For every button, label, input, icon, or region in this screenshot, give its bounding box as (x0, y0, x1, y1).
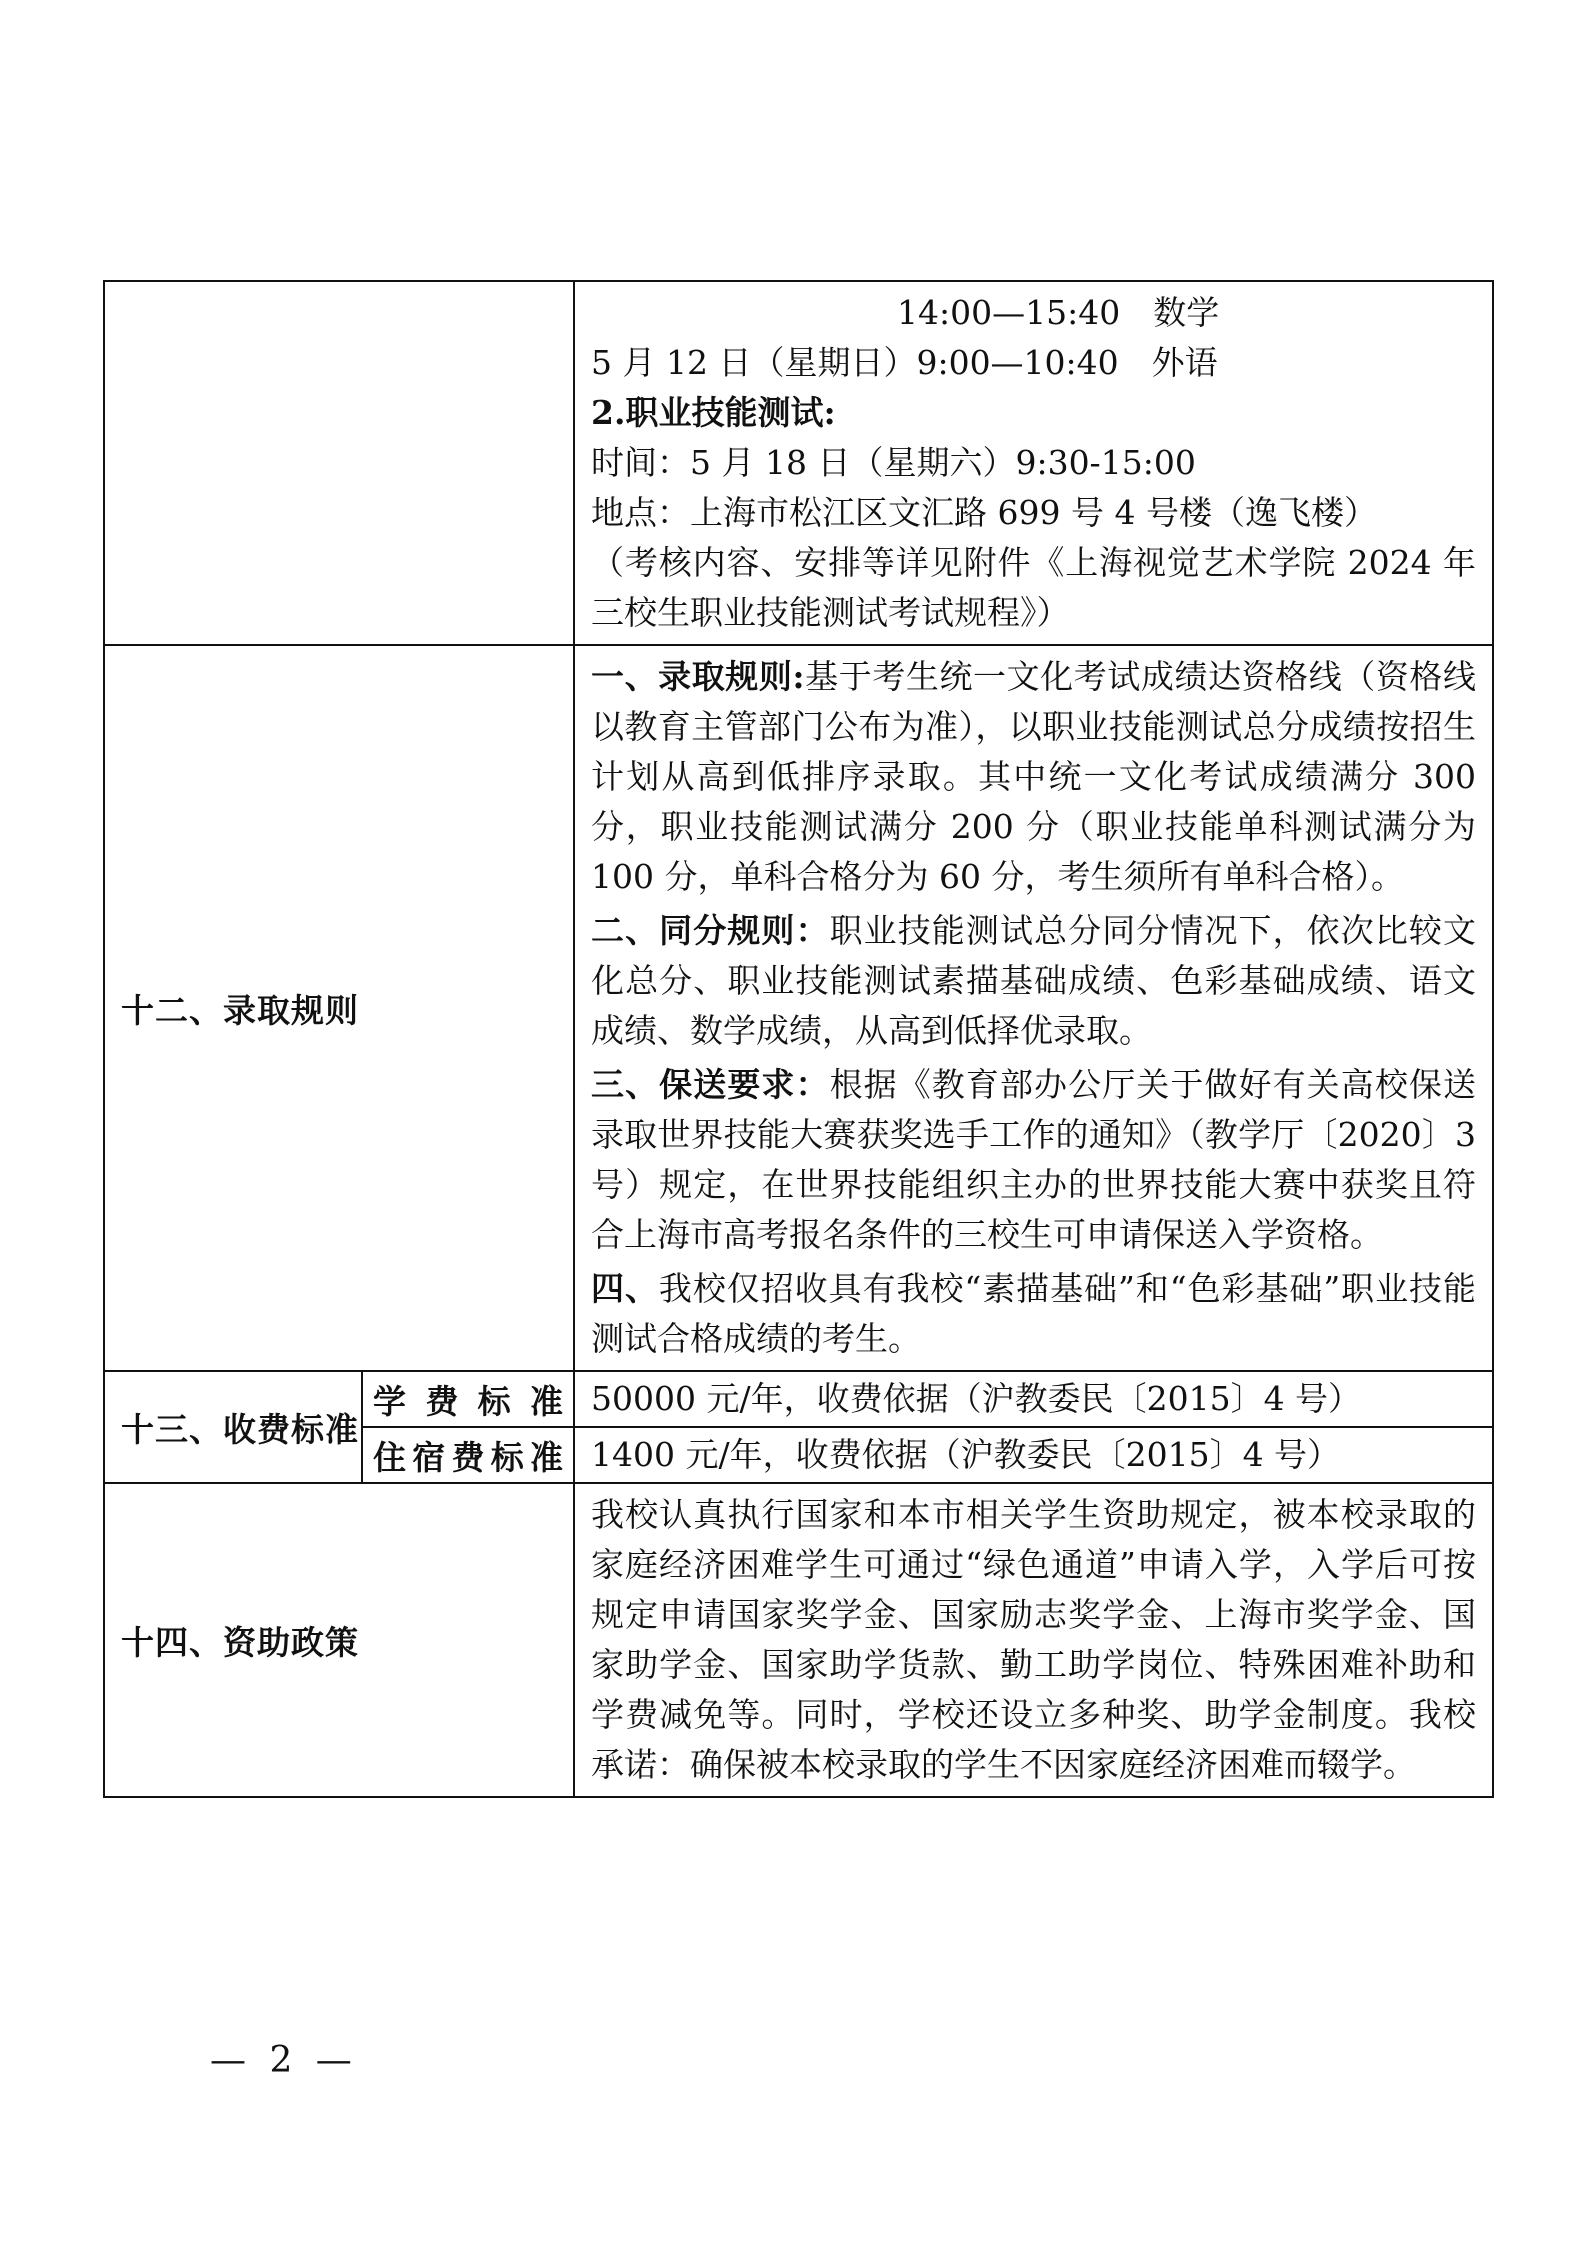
skills-test-subheading: 2.职业技能测试: (591, 393, 836, 432)
rule-paragraph-4 (591, 1264, 1476, 1364)
fees-label: 十三、收费标准 (104, 1371, 362, 1483)
schedule-line-foreign-language: 5 月 12 日（星期日）9:00—10:40 外语 (591, 343, 1218, 382)
rule-paragraph-1 (591, 652, 1476, 902)
rule-2-lead: 二、同分规则： (591, 911, 830, 950)
admission-info-table (103, 280, 1494, 1798)
skills-test-time: 时间：5 月 18 日（星期六）9:30-15:00 (591, 443, 1196, 482)
rule-4-lead: 四、 (591, 1269, 659, 1308)
table-row-financial-aid (104, 1483, 1493, 1797)
admission-rules-content (574, 645, 1493, 1371)
schedule-line-math: 14:00—15:40 数学 (897, 293, 1220, 332)
financial-aid-text: 我校认真执行国家和本市相关学生资助规定，被本校录取的家庭经济困难学生可通过“绿色通道”申请入学，入学后可按规定申请国家奖学金、国家励志奖学金、上海市奖学金、国家助学金、国家助学货款、勤工助学岗位、特殊困难补助和学费减免等。同时，学校还设立多种奖、助学金制度。我校承诺：确保被本校录取的学生不因家庭经济困难而辍学。 (591, 1495, 1476, 1784)
rule-paragraph-2 (591, 906, 1476, 1056)
rule-1-text: 基于考生统一文化考试成绩达资格线（资格线以教育主管部门公布为准），以职业技能测试总分成绩按招生计划从高到低排序录取。其中统一文化考试成绩满分 300 分，职业技能测试满分 200 分（职业技能单科测试满分为 100 分，单科合格分为 60 分，考生须所有单科合格）。 (591, 657, 1477, 896)
lodging-label: 住宿费标准 (362, 1427, 574, 1483)
financial-aid-content (574, 1483, 1493, 1797)
table-row-schedule (104, 281, 1493, 645)
rule-3-lead: 三、保送要求： (591, 1065, 830, 1104)
rule-3-text: 根据《教育部办公厅关于做好有关高校保送录取世界技能大赛获奖选手工作的通知》（教学厅〔2020〕3 号）规定，在世界技能组织主办的世界技能大赛中获奖且符合上海市高考报名条件的三校生可申请保送入学资格。 (591, 1065, 1477, 1254)
rule-1-lead: 一、录取规则: (591, 657, 805, 696)
rule-paragraph-3 (591, 1060, 1476, 1260)
skills-test-note: （考核内容、安排等详见附件《上海视觉艺术学院 2024 年三校生职业技能测试考试规程》） (591, 543, 1476, 632)
skills-test-place: 地点：上海市松江区文汇路 699 号 4 号楼（逸飞楼） (591, 493, 1377, 532)
table-row-admission-rules (104, 645, 1493, 1371)
schedule-label-cell (104, 281, 574, 645)
schedule-content-cell (574, 281, 1493, 645)
page-number: — 2 — (210, 2040, 358, 2081)
tuition-label: 学费标准 (362, 1371, 574, 1427)
tuition-value: 50000 元/年，收费依据（沪教委民〔2015〕4 号） (574, 1371, 1493, 1427)
lodging-value: 1400 元/年，收费依据（沪教委民〔2015〕4 号） (574, 1427, 1493, 1483)
admission-rules-label: 十二、录取规则 (104, 645, 574, 1371)
rule-2-text: 职业技能测试总分同分情况下，依次比较文化总分、职业技能测试素描基础成绩、色彩基础成绩、语文成绩、数学成绩，从高到低择优录取。 (591, 911, 1477, 1050)
rule-4-text: 我校仅招收具有我校“素描基础”和“色彩基础”职业技能测试合格成绩的考生。 (591, 1269, 1476, 1358)
financial-aid-label: 十四、资助政策 (104, 1483, 574, 1797)
table-row-tuition (104, 1371, 1493, 1427)
